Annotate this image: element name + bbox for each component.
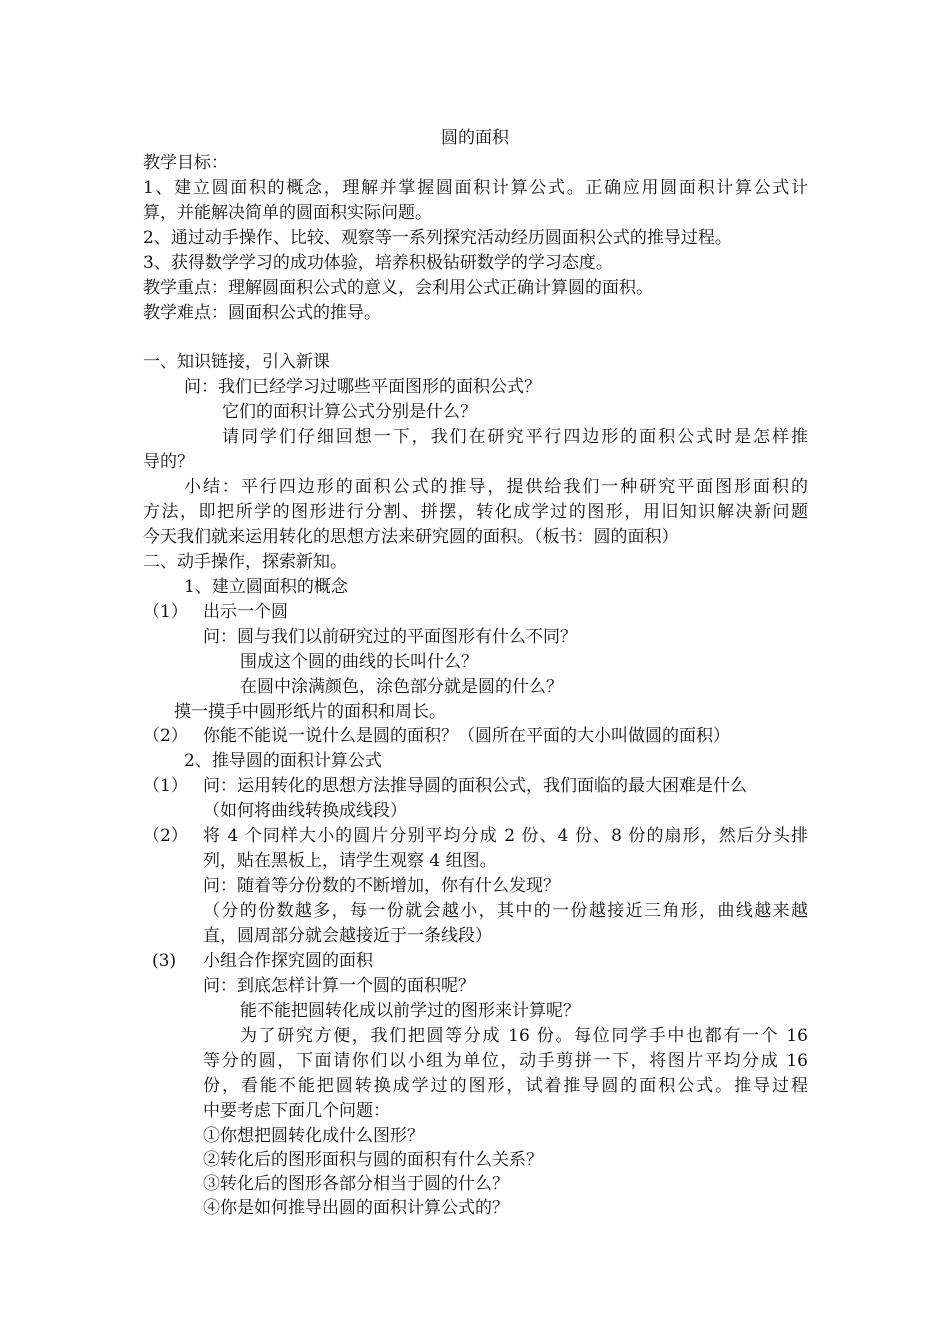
summary-line-3: 今天我们就来运用转化的思想方法来研究圆的面积。（板书：圆的面积） <box>143 527 679 547</box>
derive-3-paragraph-line-2: 等分的圆，下面请你们以小组为单位，动手剪拼一下，将图片平均分成 16 <box>203 1051 808 1071</box>
derive-1-label: （1） <box>143 776 188 796</box>
objective-3: 3、获得数学学习的成功体验，培养积极钻研数学的学习态度。 <box>143 253 613 273</box>
derive-1-line-1: 问：运用转化的思想方法推导圆的面积公式，我们面临的最大困难是什么 <box>203 776 747 796</box>
derive-3-question-2: 能不能把圆转化成以前学过的图形来计算呢？ <box>240 1001 580 1021</box>
point-1-question-2: 围成这个圆的曲线的长叫什么？ <box>240 652 478 672</box>
derive-3-paragraph-line-1: 为了研究方便，我们把圆等分成 16 份。每位同学手中也都有一个 16 <box>240 1026 808 1046</box>
derive-2-line-1: 将 4 个同样大小的圆片分别平均分成 2 份、4 份、8 份的扇形，然后分头排 <box>203 826 808 846</box>
derive-3-label: (3) <box>152 951 177 971</box>
objective-2: 2、通过动手操作、比较、观察等一系列探究活动经历圆面积公式的推导过程。 <box>143 228 732 248</box>
touch-activity: 摸一摸手中圆形纸片的面积和周长。 <box>174 702 446 722</box>
section-1-question-1: 问：我们已经学习过哪些平面图形的面积公式？ <box>184 377 541 397</box>
derive-3-item-2: ②转化后的图形面积与圆的面积有什么关系？ <box>203 1150 543 1170</box>
section-1-question-3-line-2: 导的？ <box>143 452 194 472</box>
section-1-question-2: 它们的面积计算公式分别是什么？ <box>222 402 477 422</box>
objectives-heading: 教学目标： <box>143 153 228 173</box>
subsection-2-heading: 2、推导圆的面积计算公式 <box>184 751 382 771</box>
derive-3-item-4: ④你是如何推导出圆的面积计算公式的？ <box>203 1198 509 1218</box>
derive-2-label: （2） <box>143 826 188 846</box>
derive-2-line-2: 列，贴在黑板上，请学生观察 4 组图。 <box>203 851 497 871</box>
point-1-label: （1） <box>143 602 188 622</box>
section-2-heading: 二、动手操作，探索新知。 <box>143 552 347 572</box>
derive-3-item-1: ①你想把圆转化成什么图形？ <box>203 1126 424 1146</box>
derive-3-text: 小组合作探究圆的面积 <box>203 951 373 971</box>
derive-2-line-3: 问：随着等分份数的不断增加，你有什么发现？ <box>203 876 560 896</box>
objective-1-line-1: 1、建立圆面积的概念，理解并掌握圆面积计算公式。正确应用圆面积计算公式计 <box>143 178 808 198</box>
derive-2-line-4: （分的份数越多，每一份就会越小，其中的一份越接近三角形，曲线越来越 <box>203 901 808 921</box>
derive-2-line-5: 直，圆周部分就会越接近于一条线段） <box>203 926 492 946</box>
point-1-text: 出示一个圆 <box>203 602 288 622</box>
summary-line-2: 方法，即把所学的图形进行分割、拼摆，转化成学过的图形，用旧知识解决新问题 <box>143 502 808 522</box>
point-2-label: （2） <box>143 726 188 746</box>
point-1-question-1: 问：圆与我们以前研究过的平面图形有什么不同？ <box>203 627 577 647</box>
subsection-1-heading: 1、建立圆面积的概念 <box>184 577 348 597</box>
point-2-text: 你能不能说一说什么是圆的面积？（圆所在平面的大小叫做圆的面积） <box>203 726 730 746</box>
derive-3-paragraph-line-4: 中要考虑下面几个问题： <box>203 1101 390 1121</box>
key-point: 教学重点：理解圆面积公式的意义，会利用公式正确计算圆的面积。 <box>143 278 653 298</box>
derive-3-paragraph-line-3: 份，看能不能把圆转换成学过的图形，试着推导圆的面积公式。推导过程 <box>203 1076 808 1096</box>
objective-1-line-2: 算，并能解决简单的圆面积实际问题。 <box>143 203 432 223</box>
difficulty: 教学难点：圆面积公式的推导。 <box>143 303 381 323</box>
section-1-question-3-line-1: 请同学们仔细回想一下，我们在研究平行四边形的面积公式时是怎样推 <box>222 427 808 447</box>
page-title: 圆的面积 <box>441 128 509 148</box>
derive-1-line-2: （如何将曲线转换成线段） <box>203 801 407 821</box>
derive-3-question-1: 问：到底怎样计算一个圆的面积呢？ <box>203 976 475 996</box>
point-1-question-3: 在圆中涂满颜色，涂色部分就是圆的什么？ <box>240 677 563 697</box>
derive-3-item-3: ③转化后的图形各部分相当于圆的什么？ <box>203 1174 509 1194</box>
section-1-heading: 一、知识链接，引入新课 <box>143 352 330 372</box>
summary-line-1: 小结：平行四边形的面积公式的推导，提供给我们一种研究平面图形面积的 <box>184 477 808 497</box>
